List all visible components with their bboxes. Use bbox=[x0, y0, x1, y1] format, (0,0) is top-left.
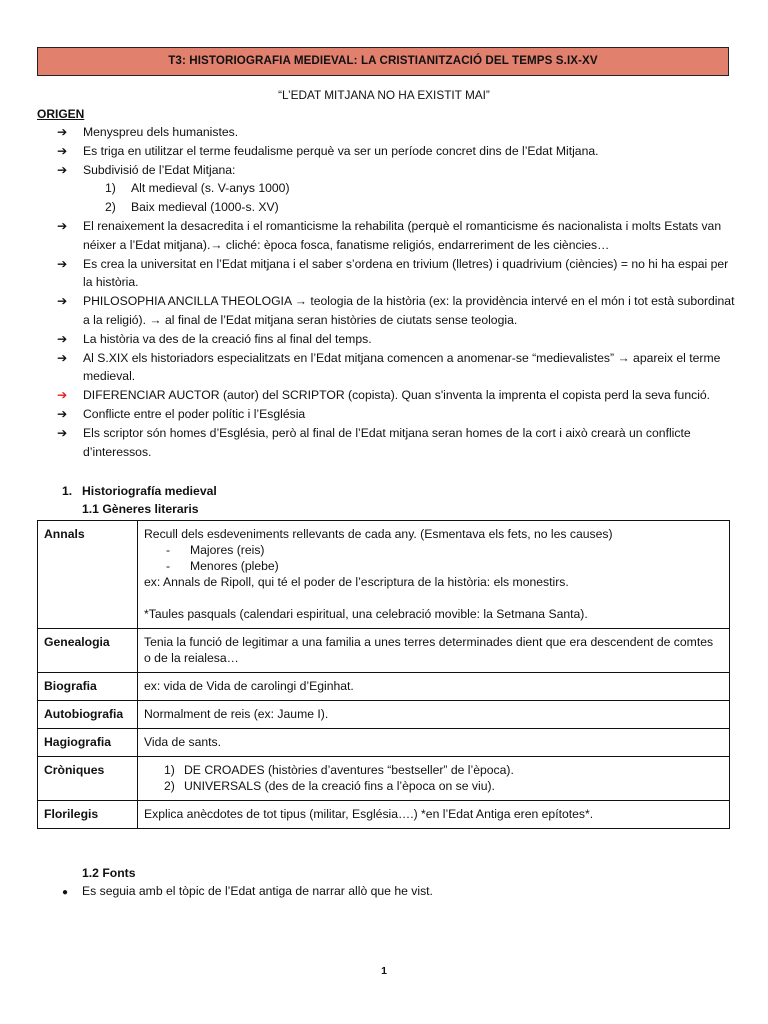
subtitle-quote: “L’EDAT MITJANA NO HA EXISTIT MAI” bbox=[278, 88, 490, 102]
sub-item-text: Majores (reis) bbox=[190, 543, 265, 557]
genre-description bbox=[138, 521, 730, 629]
arrow-icon: ➔ bbox=[57, 143, 68, 158]
description-line: Recull dels esdeveniments rellevants de cada any. (Esmentava els fets, no les causes) bbox=[144, 527, 613, 541]
literary-genres-table bbox=[37, 520, 730, 829]
dash-marker: - bbox=[166, 559, 171, 573]
arrow-icon: ➔ bbox=[57, 406, 68, 421]
table-row bbox=[38, 757, 730, 801]
table-row bbox=[38, 729, 730, 757]
dash-marker: - bbox=[166, 543, 171, 557]
genre-name: Hagiografia bbox=[38, 729, 138, 757]
bullet-text: Es seguia amb el tòpic de l’Edat antiga de narrar allò que he vist. bbox=[82, 884, 433, 898]
subdivision-text: Baix medieval (1000-s. XV) bbox=[131, 200, 279, 215]
description-line: *Taules pasquals (calendari espiritual, una celebració movible: la Setmana Santa). bbox=[144, 607, 588, 621]
table-row bbox=[38, 629, 730, 673]
bullet-item bbox=[57, 405, 737, 424]
bullet-item bbox=[57, 386, 737, 405]
sub-item-text: UNIVERSALS (des de la creació fins a l’època on se viu). bbox=[184, 779, 495, 793]
table-row bbox=[38, 701, 730, 729]
sub-item bbox=[144, 542, 723, 558]
bullet-item bbox=[57, 142, 737, 161]
arrow-icon: ➔ bbox=[57, 256, 68, 271]
bullet-item bbox=[57, 123, 737, 142]
document-title: T3: HISTORIOGRAFIA MEDIEVAL: LA CRISTIANITZACIÓ DEL TEMPS S.IX-XV bbox=[168, 54, 598, 68]
bullet-text: DIFERENCIAR AUCTOR (autor) del SCRIPTOR (copista). Quan s'inventa la imprenta el copista perd la seva funció. bbox=[83, 388, 711, 403]
bullet-text: Es triga en utilitzar el terme feudalisme perquè va ser un període concret dins de l’Edat Mitjana. bbox=[83, 143, 599, 158]
subdivision-number: 2) bbox=[105, 200, 116, 215]
section-1-2-heading: 1.2 Fonts bbox=[82, 866, 136, 880]
subdivision-number: 1) bbox=[105, 181, 116, 196]
genre-name: Florilegis bbox=[38, 801, 138, 829]
genre-description: ex: vida de Vida de carolingi d’Eginhat. bbox=[138, 673, 730, 701]
genre-description: Explica anècdotes de tot tipus (militar, Església….) *en l’Edat Antiga eren epítotes*. bbox=[138, 801, 730, 829]
bullet-text: Es crea la universitat en l’Edat mitjana i el saber s’ordena en trivium (lletres) i quadrivium (ciències) = no hi ha espai per la història. bbox=[83, 256, 729, 290]
subdivision-item bbox=[83, 179, 737, 198]
genre-name: Biografia bbox=[38, 673, 138, 701]
origen-heading: ORIGEN bbox=[37, 107, 85, 121]
bullet-text: Els scriptor són homes d’Església, però al final de l’Edat mitjana seran homes de la cort i això crearà un conflicte d’interessos. bbox=[83, 425, 691, 459]
fonts-bullet-item bbox=[62, 882, 433, 903]
bullet-text: El renaixement la desacredita i el romanticisme la rehabilita (perquè el romanticisme és nacionalista i molts Estats van néixer a l’Edat mitjana).→ cliché: època fosca, fanatisme religiós, endarreriment de les ciències… bbox=[83, 218, 722, 252]
table-row bbox=[38, 801, 730, 829]
genre-description: Tenia la funció de legitimar a una familia a unes terres determinades dient que era descendent de comtes o de la reialesa… bbox=[138, 629, 730, 673]
arrow-icon: ➔ bbox=[57, 162, 68, 177]
document-title-box bbox=[37, 47, 729, 76]
bullet-item bbox=[57, 424, 737, 462]
bullet-item bbox=[57, 292, 737, 330]
item-number: 1) bbox=[164, 763, 175, 777]
genre-name: Cròniques bbox=[38, 757, 138, 801]
arrow-icon: ➔ bbox=[57, 218, 68, 233]
genre-description: Vida de sants. bbox=[138, 729, 730, 757]
table-row bbox=[38, 673, 730, 701]
red-arrow-icon: ➔ bbox=[57, 388, 68, 403]
bullet-text: Al S.XIX els historiadors especialitzats en l’Edat mitjana comencen a anomenar-se “medievalistes” → apareix el terme medieval. bbox=[83, 350, 721, 384]
genre-name: Genealogia bbox=[38, 629, 138, 673]
section-1-heading bbox=[62, 482, 217, 501]
subdivision-list bbox=[83, 179, 737, 217]
table-row bbox=[38, 521, 730, 629]
bullet-item bbox=[57, 330, 737, 349]
section-number: 1. bbox=[62, 484, 73, 498]
genre-description: Normalment de reis (ex: Jaume I). bbox=[138, 701, 730, 729]
item-number: 2) bbox=[164, 779, 175, 793]
genre-name: Autobiografia bbox=[38, 701, 138, 729]
sub-item bbox=[144, 778, 723, 794]
arrow-icon: ➔ bbox=[57, 331, 68, 346]
origen-bullet-list bbox=[57, 123, 737, 461]
bullet-item bbox=[57, 255, 737, 293]
section-title: Historiografía medieval bbox=[82, 484, 217, 498]
bullet-item bbox=[57, 349, 737, 387]
arrow-icon: ➔ bbox=[57, 350, 68, 365]
subdivision-text: Alt medieval (s. V-anys 1000) bbox=[131, 181, 290, 196]
bullet-dot-icon: ● bbox=[62, 887, 69, 898]
arrow-icon: ➔ bbox=[57, 125, 68, 139]
bullet-text: Subdivisió de l’Edat Mitjana: bbox=[83, 162, 236, 177]
genre-name: Annals bbox=[38, 521, 138, 629]
bullet-item bbox=[57, 161, 737, 217]
page-number: 1 bbox=[381, 965, 387, 977]
bullet-text: PHILOSOPHIA ANCILLA THEOLOGIA → teologia de la història (ex: la providència intervé en el món i tot està subordinat a la religió). → al final de l’Edat mitjana seran històries de ciutats sense teologia. bbox=[83, 294, 735, 327]
section-1-1-heading: 1.1 Gèneres literaris bbox=[82, 502, 199, 516]
sub-item-text: Menores (plebe) bbox=[190, 559, 279, 573]
sub-item bbox=[144, 762, 723, 778]
sub-item bbox=[144, 558, 723, 574]
arrow-icon: ➔ bbox=[57, 425, 68, 440]
genre-description bbox=[138, 757, 730, 801]
bullet-text: Menyspreu dels humanistes. bbox=[83, 125, 239, 139]
subdivision-item bbox=[83, 198, 737, 217]
sub-item-text: DE CROADES (històries d’aventures “bestseller” de l’època). bbox=[184, 763, 514, 777]
description-line: ex: Annals de Ripoll, qui té el poder de l’escriptura de la història: els monestirs. bbox=[144, 575, 569, 589]
bullet-item bbox=[57, 217, 737, 255]
bullet-text: La història va des de la creació fins al final del temps. bbox=[83, 331, 372, 346]
bullet-text: Conflicte entre el poder polític i l’Església bbox=[83, 406, 306, 421]
arrow-icon: ➔ bbox=[57, 294, 68, 309]
